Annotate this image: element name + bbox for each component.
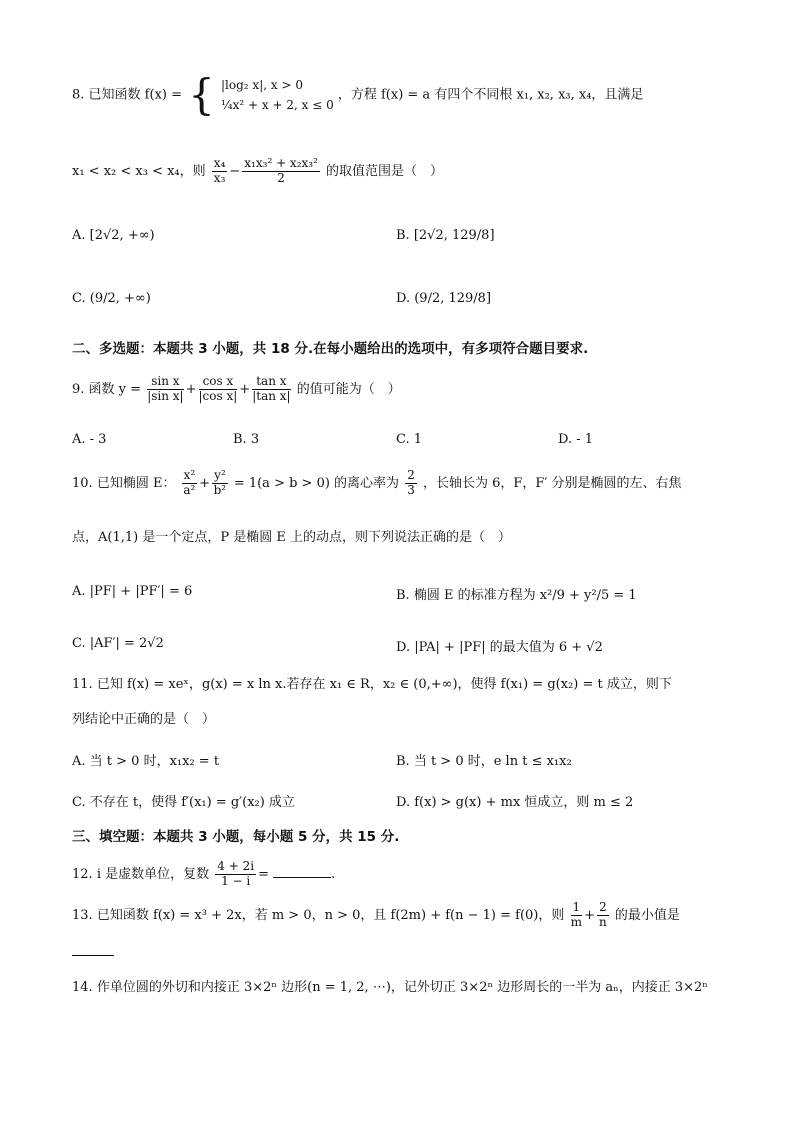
option-b: B. 3 <box>233 432 260 447</box>
numerator: 2 <box>599 900 607 914</box>
question-12 <box>72 860 335 889</box>
question-text: 已知函数 f(x) = <box>88 87 182 103</box>
fraction <box>571 901 583 930</box>
option-d: D. f(x) > g(x) + mx 恒成立，则 m ≤ 2 <box>396 795 634 810</box>
question-text: ，长轴长为 6，F，F′ 分别是椭圆的左、右焦 <box>422 475 682 491</box>
question-text: 作单位圆的外切和内接正 3×2ⁿ 边形(n = 1, 2, ⋯)，记外切正 3×2ⁿ 边形周长的一半为 aₙ，内接正 3×2ⁿ <box>96 980 708 995</box>
question-number: 8. <box>72 87 85 103</box>
question-14 <box>72 980 708 996</box>
section-heading: 三、填空题：本题共 3 小题，每小题 5 分，共 15 分. <box>72 829 400 845</box>
question-text: 已知椭圆 E： <box>96 475 176 491</box>
question-text: 的值可能为（ ） <box>296 381 401 397</box>
section-heading: 二、多选题：本题共 3 小题，共 18 分.在每小题给出的选项中，有多项符合题目要求. <box>72 341 589 357</box>
question-number: 13. <box>72 907 93 923</box>
question-text: = 1(a > b > 0) 的离心率为 <box>233 475 400 491</box>
numerator: sin x <box>147 375 183 390</box>
question-11 <box>72 677 672 693</box>
question-11-line-2: 列结论中正确的是（ ） <box>72 712 216 727</box>
fraction <box>199 375 238 404</box>
denominator: b² <box>213 482 227 497</box>
piecewise-case-1: |log₂ x|, x > 0 <box>221 77 303 92</box>
question-text: 函数 y = <box>88 381 142 397</box>
numerator: y² <box>214 468 226 482</box>
option-a: A. |PF| + |PF′| = 6 <box>72 584 193 599</box>
option-d: D. (9/2, 129/8] <box>396 291 492 306</box>
denominator: |tan x| <box>252 388 291 403</box>
question-text: 已知 f(x) = xeˣ，g(x) = x ln x.若存在 x₁ ∈ R，x₂ ∈ (0,+∞)，使得 f(x₁) = g(x₂) = t 成立，则下 <box>96 677 672 692</box>
question-number: 11. <box>72 677 93 692</box>
fraction <box>212 157 228 186</box>
option-b: B. 当 t > 0 时，e ln t ≤ x₁x₂ <box>396 754 572 769</box>
option-c: C. |AF′| = 2√2 <box>72 636 164 651</box>
numerator: x² <box>183 468 196 482</box>
numerator: tan x <box>252 375 290 390</box>
question-text: 的取值范围是（ ） <box>326 163 444 179</box>
question-8-line-2: x₁ < x₂ < x₃ < x₄，则 $\frac{\text{x₄}}{\text{x₃}}$ − $\frac{\text{x₁x₃² + x₂x₃²}}{2}$ 的取值范围是（ ） <box>72 156 444 185</box>
fraction <box>215 860 256 889</box>
question-text: x₁ < x₂ < x₃ < x₄，则 <box>72 163 206 179</box>
numerator: cos x <box>199 375 238 390</box>
denominator: 3 <box>407 482 415 497</box>
question-text: i 是虚数单位，复数 <box>96 866 210 882</box>
question-13 <box>72 901 680 930</box>
fraction <box>597 901 609 930</box>
fraction <box>252 375 290 404</box>
question-8 <box>72 70 644 119</box>
question-10: 10. 已知椭圆 E： $\frac{\text{x²}}{\text{a²}}$ + $\frac{\text{y²}}{\text{b²}}$ = 1(a > b > 0) 的离心率为 $\frac{2}{3}$ ，长轴长为 6，F，F′ 分别是椭圆的左、右焦 <box>72 468 682 497</box>
fraction <box>242 157 320 186</box>
piecewise-cases <box>221 75 334 116</box>
numerator: x₁x₃² + x₂x₃² <box>244 156 318 170</box>
period: . <box>331 866 336 882</box>
denominator: 2 <box>277 170 285 185</box>
question-number: 14. <box>72 980 93 995</box>
question-number: 12. <box>72 866 93 882</box>
denominator: |cos x| <box>198 388 238 403</box>
question-number: 9. <box>72 381 85 397</box>
denominator: a² <box>183 482 196 497</box>
fraction <box>405 469 417 498</box>
option-a: A. - 3 <box>72 432 107 447</box>
fraction <box>182 469 198 498</box>
question-10-line-2: 点，A(1,1) 是一个定点，P 是椭圆 E 上的动点，则下列说法正确的是（ ） <box>72 530 511 545</box>
option-a: A. 当 t > 0 时，x₁x₂ = t <box>72 754 220 769</box>
answer-blank[interactable] <box>72 955 114 956</box>
denominator: |sin x| <box>147 388 184 403</box>
option-c: C. 不存在 t，使得 f′(x₁) = g′(x₂) 成立 <box>72 795 295 810</box>
numerator: 4 + 2i <box>217 859 255 873</box>
numerator: x₄ <box>213 156 226 170</box>
question-text: ，方程 f(x) = a 有四个不同根 x₁, x₂, x₃, x₄，且满足 <box>337 87 644 103</box>
option-c: C. (9/2, +∞) <box>72 291 151 306</box>
question-text: 已知函数 f(x) = x³ + 2x，若 m > 0，n > 0，且 f(2m) + f(n − 1) = f(0)，则 <box>96 907 565 923</box>
option-b: B. [2√2, 129/8] <box>396 228 495 243</box>
question-9: 9. 函数 y = $\frac{\text{sin x}}{\text{|sin x|}}$ + $\frac{\text{cos x}}{\text{|cos x|}}$ + $\frac{\text{tan x}}{\text{|tan x|}}$ 的值可能为（ ） <box>72 374 401 403</box>
denominator: n <box>599 914 607 929</box>
piecewise-case-2: ¼x² + x + 2, x ≤ 0 <box>221 98 334 112</box>
fraction <box>147 375 183 404</box>
question-number: 10. <box>72 475 93 491</box>
option-d: D. - 1 <box>558 432 594 447</box>
equals-sign: = <box>258 866 269 882</box>
denominator: 1 − i <box>221 873 251 888</box>
option-c: C. 1 <box>396 432 423 447</box>
denominator: x₃ <box>213 170 226 185</box>
numerator: 2 <box>407 468 415 482</box>
option-b: B. 椭圆 E 的标准方程为 x²/9 + y²/5 = 1 <box>396 588 637 603</box>
question-text: 的最小值是 <box>614 907 680 923</box>
answer-blank[interactable] <box>273 877 331 878</box>
denominator: m <box>570 914 583 929</box>
option-d: D. |PA| + |PF| 的最大值为 6 + √2 <box>396 640 603 655</box>
plus-sign: + <box>584 907 596 923</box>
option-a: A. [2√2, +∞) <box>72 228 155 243</box>
numerator: 1 <box>572 900 581 914</box>
brace-glyph: { <box>188 70 215 119</box>
fraction <box>212 469 228 498</box>
